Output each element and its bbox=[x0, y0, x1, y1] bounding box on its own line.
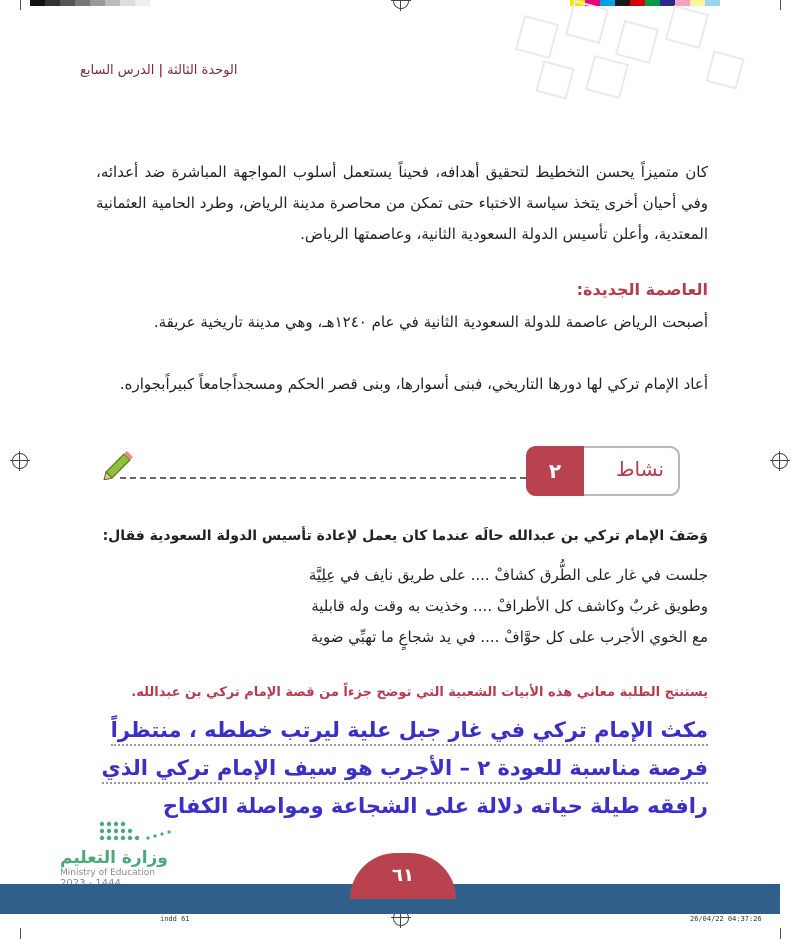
paragraph-3: أعاد الإمام تركي لها دورها التاريخي، فبنى أسوارها، وبنى قصر الحكم ومسجداًجامعاً كبيراًبجواره. bbox=[119, 375, 708, 393]
answer-line-2: فرصة مناسبة للعودة ٢ – الأجرب هو سيف الإمام تركي الذي bbox=[102, 756, 708, 784]
unit-title: الوحدة الثالثة bbox=[167, 63, 238, 78]
poem-line-1: جلست في غار على الطُّرق كشافْ .... على طريق نايف في عِلِيَّة bbox=[308, 566, 708, 584]
header-separator: | bbox=[158, 63, 164, 78]
activity-label: نشاط bbox=[616, 457, 664, 481]
registration-mark bbox=[393, 0, 409, 9]
ministry-name-en: Ministry of Education bbox=[60, 868, 155, 878]
decorative-squares bbox=[480, 0, 780, 110]
crop-mark bbox=[780, 928, 781, 939]
activity-divider bbox=[120, 477, 526, 479]
crop-mark bbox=[20, 928, 21, 939]
poem-line-3: مع الخوي الأجرب على كل حوَّافْ .... في يد شجاعٍ ما تهبِّي ضوية bbox=[310, 628, 708, 646]
paragraph-2: أصبحت الرياض عاصمة للدولة السعودية الثانية في عام ١٢٤٠هـ، وهي مدينة تاريخية عريقة. bbox=[153, 313, 708, 331]
answer-line-3: رافقه طيلة حياته دلالة على الشجاعة ومواصلة الكفاح bbox=[162, 794, 708, 818]
activity-badge bbox=[526, 446, 680, 496]
answer-line-1: مكث الإمام تركي في غار جبل علية ليرتب خططه ، منتظراً bbox=[111, 718, 708, 746]
activity-number: ٢ bbox=[526, 446, 584, 496]
crop-mark bbox=[20, 0, 21, 10]
ministry-logo bbox=[60, 848, 168, 889]
poem-line-2: وطويق غربٌ وكاشف كل الأطرافْ .... وخذيت به وقت وله قابلية bbox=[311, 597, 708, 615]
activity-instruction: يستنتج الطلبة معاني هذه الأبيات الشعبية التي توضح جزءاً من قصة الإمام تركي بن عبدالله. bbox=[131, 685, 708, 700]
section-heading: العاصمة الجديدة: bbox=[576, 280, 708, 299]
print-timestamp: 26/04/22 04:37:26 bbox=[690, 915, 762, 923]
registration-mark bbox=[772, 453, 788, 469]
page-number: ٦١ bbox=[350, 853, 456, 899]
pencil-icon bbox=[102, 450, 134, 480]
page-header bbox=[80, 63, 238, 78]
file-info: indd 61 bbox=[160, 915, 190, 923]
registration-mark bbox=[12, 453, 28, 469]
dots-decoration bbox=[98, 818, 188, 844]
print-grayscale-bar bbox=[30, 0, 150, 6]
ministry-name-ar: وزارة التعليم bbox=[60, 848, 168, 868]
lesson-title: الدرس السابع bbox=[80, 63, 155, 78]
paragraph-1: كان متميزاً يحسن التخطيط لتحقيق أهدافه، فحيناً يستعمل أسلوب المواجهة المباشرة ضد أعدائه، وفي أحيان أخرى يتخذ سياسة الاختباء حتى تمكن من محاصرة مدينة الرياض، وطرد الحامية العثمانية المعتدية، وأعلن تأسيس الدولة السعودية الثانية، وعاصمتها الرياض. bbox=[96, 163, 708, 243]
activity-intro: وَصَفَ الإمام تركي بن عبدالله حالَه عندما كان يعمل لإعادة تأسيس الدولة السعودية فقال: bbox=[102, 528, 708, 544]
crop-mark bbox=[780, 0, 781, 10]
